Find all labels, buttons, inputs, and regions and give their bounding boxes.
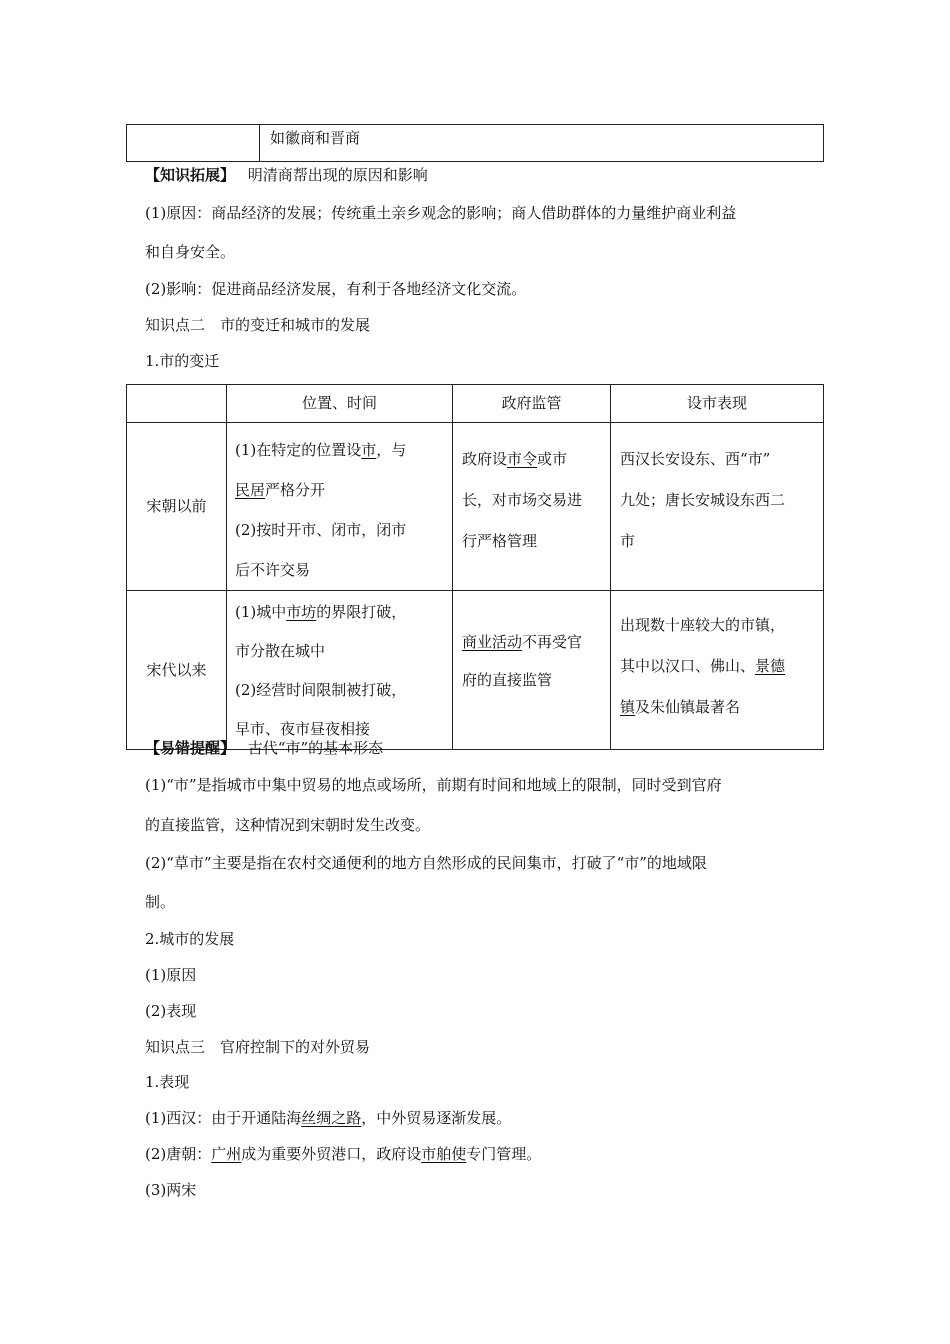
underlined-term: 市坊: [286, 603, 317, 621]
text-run: 其中以汉口、佛山、: [620, 657, 756, 675]
ext1-p2: (2)影响：促进商品经济发展，有利于各地经济文化交流。: [145, 280, 527, 298]
ext1-heading: [145, 168, 428, 183]
header-market-form: 设市表现: [611, 385, 824, 423]
table-row: [127, 591, 824, 750]
row1-c1-line3: (2)按时开市、闭市，闭市: [235, 521, 407, 539]
row2-c3-line3: [620, 687, 823, 728]
text-run: (1)城中: [235, 603, 287, 621]
underlined-term: 市令: [507, 450, 538, 468]
warn-tag: 【易错提醒】: [145, 739, 236, 757]
kp2-heading: 知识点二 市的变迁和城市的发展: [145, 316, 371, 334]
ext1-title: 明清商帮出现的原因和影响: [247, 166, 428, 184]
text-run: 专门管理。: [466, 1145, 542, 1163]
row2-c2-line1: [462, 623, 610, 661]
top-table-right-cell: [260, 125, 824, 162]
row2-c3-line1: 出现数十座较大的市镇，: [620, 616, 786, 634]
warn-p1-line2: 的直接监管，这种情况到宋朝时发生改变。: [145, 816, 431, 834]
row2-c1-line4: 早市、夜市昼夜相接: [235, 720, 371, 738]
row1-c1-line2: [235, 470, 452, 510]
kp3-item2: [145, 1147, 541, 1162]
top-table-text: 如徽商和晋商: [270, 129, 361, 147]
row1-c1-line4: 后不许交易: [235, 561, 311, 579]
text-run: 严格分开: [265, 481, 326, 499]
underlined-term: 民居: [235, 481, 266, 499]
underlined-term: 市: [361, 441, 377, 459]
warn-heading: [145, 741, 383, 756]
row2-c1-line3: (2)经营时间限制被打破，: [235, 681, 407, 699]
underlined-term: 丝绸之路: [301, 1109, 362, 1127]
row1-position-cell: [227, 423, 453, 591]
table-row: [127, 423, 824, 591]
row1-c2-line2: 长，对市场交易进: [462, 491, 583, 509]
text-run: (1)在特定的位置设: [235, 441, 362, 459]
row1-gov-cell: [453, 423, 611, 591]
warn-title: 古代“市”的基本形态: [247, 739, 384, 757]
kp3-item1: [145, 1111, 511, 1126]
row1-c3-line3: 市: [620, 532, 636, 550]
underlined-term: 广州: [211, 1145, 242, 1163]
row2-label: 宋代以来: [127, 591, 227, 750]
city-dev-item2: (2)表现: [145, 1002, 197, 1020]
row2-form-cell: [611, 591, 824, 750]
row1-c1-line1: [235, 430, 452, 470]
top-table-left-cell: [127, 125, 260, 162]
kp2-sub1: 1.市的变迁: [145, 352, 220, 370]
text-run: 及朱仙镇最著名: [635, 698, 741, 716]
row1-label: 宋朝以前: [127, 423, 227, 591]
row2-c1-line1: [235, 593, 452, 632]
kp3-heading: 知识点三 官府控制下的对外贸易: [145, 1038, 371, 1056]
row1-c3-line1: 西汉长安设东、西“市”: [620, 450, 771, 468]
header-empty: [127, 385, 227, 423]
text-run: 不再受官: [522, 633, 583, 651]
row2-position-cell: [227, 591, 453, 750]
ext1-p1-line1: (1)原因：商品经济的发展；传统重土亲乡观念的影响；商人借助群体的力量维护商业利益: [145, 204, 737, 222]
warn-p2-line2: 制。: [145, 893, 176, 911]
market-table: [126, 384, 824, 750]
row2-gov-cell: [453, 591, 611, 750]
text-run: ，与: [376, 441, 407, 459]
underlined-term: 景德: [755, 657, 786, 675]
kp3-sub1: 1.表现: [145, 1073, 190, 1091]
kp3-item3: (3)两宋: [145, 1181, 197, 1199]
ext1-tag: 【知识拓展】: [145, 166, 236, 184]
header-gov-supervision: 政府监管: [453, 385, 611, 423]
ext1-p1-line2: 和自身安全。: [145, 243, 236, 261]
row1-c2-line1: [462, 439, 610, 480]
row1-c2-line3: 行严格管理: [462, 532, 538, 550]
text-run: 政府设: [462, 450, 508, 468]
underlined-term: 镇: [620, 698, 636, 716]
text-run: 或市: [537, 450, 568, 468]
row1-c3-line2: 九处；唐长安城设东西二: [620, 491, 786, 509]
text-run: ，中外贸易逐渐发展。: [361, 1109, 512, 1127]
warn-p2-line1: (2)“草市”主要是指在农村交通便利的地方自然形成的民间集市，打破了“市”的地域限: [145, 854, 707, 872]
city-dev-sub: 2.城市的发展: [145, 930, 235, 948]
city-dev-item1: (1)原因: [145, 966, 197, 984]
top-table: [126, 124, 824, 162]
row1-form-cell: [611, 423, 824, 591]
text-run: 成为重要外贸港口，政府设: [241, 1145, 422, 1163]
warn-p1-line1: (1)“市”是指城市中集中贸易的地点或场所，前期有时间和地域上的限制，同时受到官府: [145, 776, 722, 794]
row2-c2-line2: 府的直接监管: [462, 671, 553, 689]
underlined-term: 商业活动: [462, 633, 523, 651]
underlined-term: 市舶使: [421, 1145, 467, 1163]
row2-c3-line2: [620, 646, 823, 687]
text-run: 的界限打破，: [316, 603, 407, 621]
text-run: (1)西汉：由于开通陆海: [145, 1109, 302, 1127]
row2-c1-line2: 市分散在城中: [235, 642, 326, 660]
header-position-time: 位置、时间: [227, 385, 453, 423]
text-run: (2)唐朝：: [145, 1145, 212, 1163]
